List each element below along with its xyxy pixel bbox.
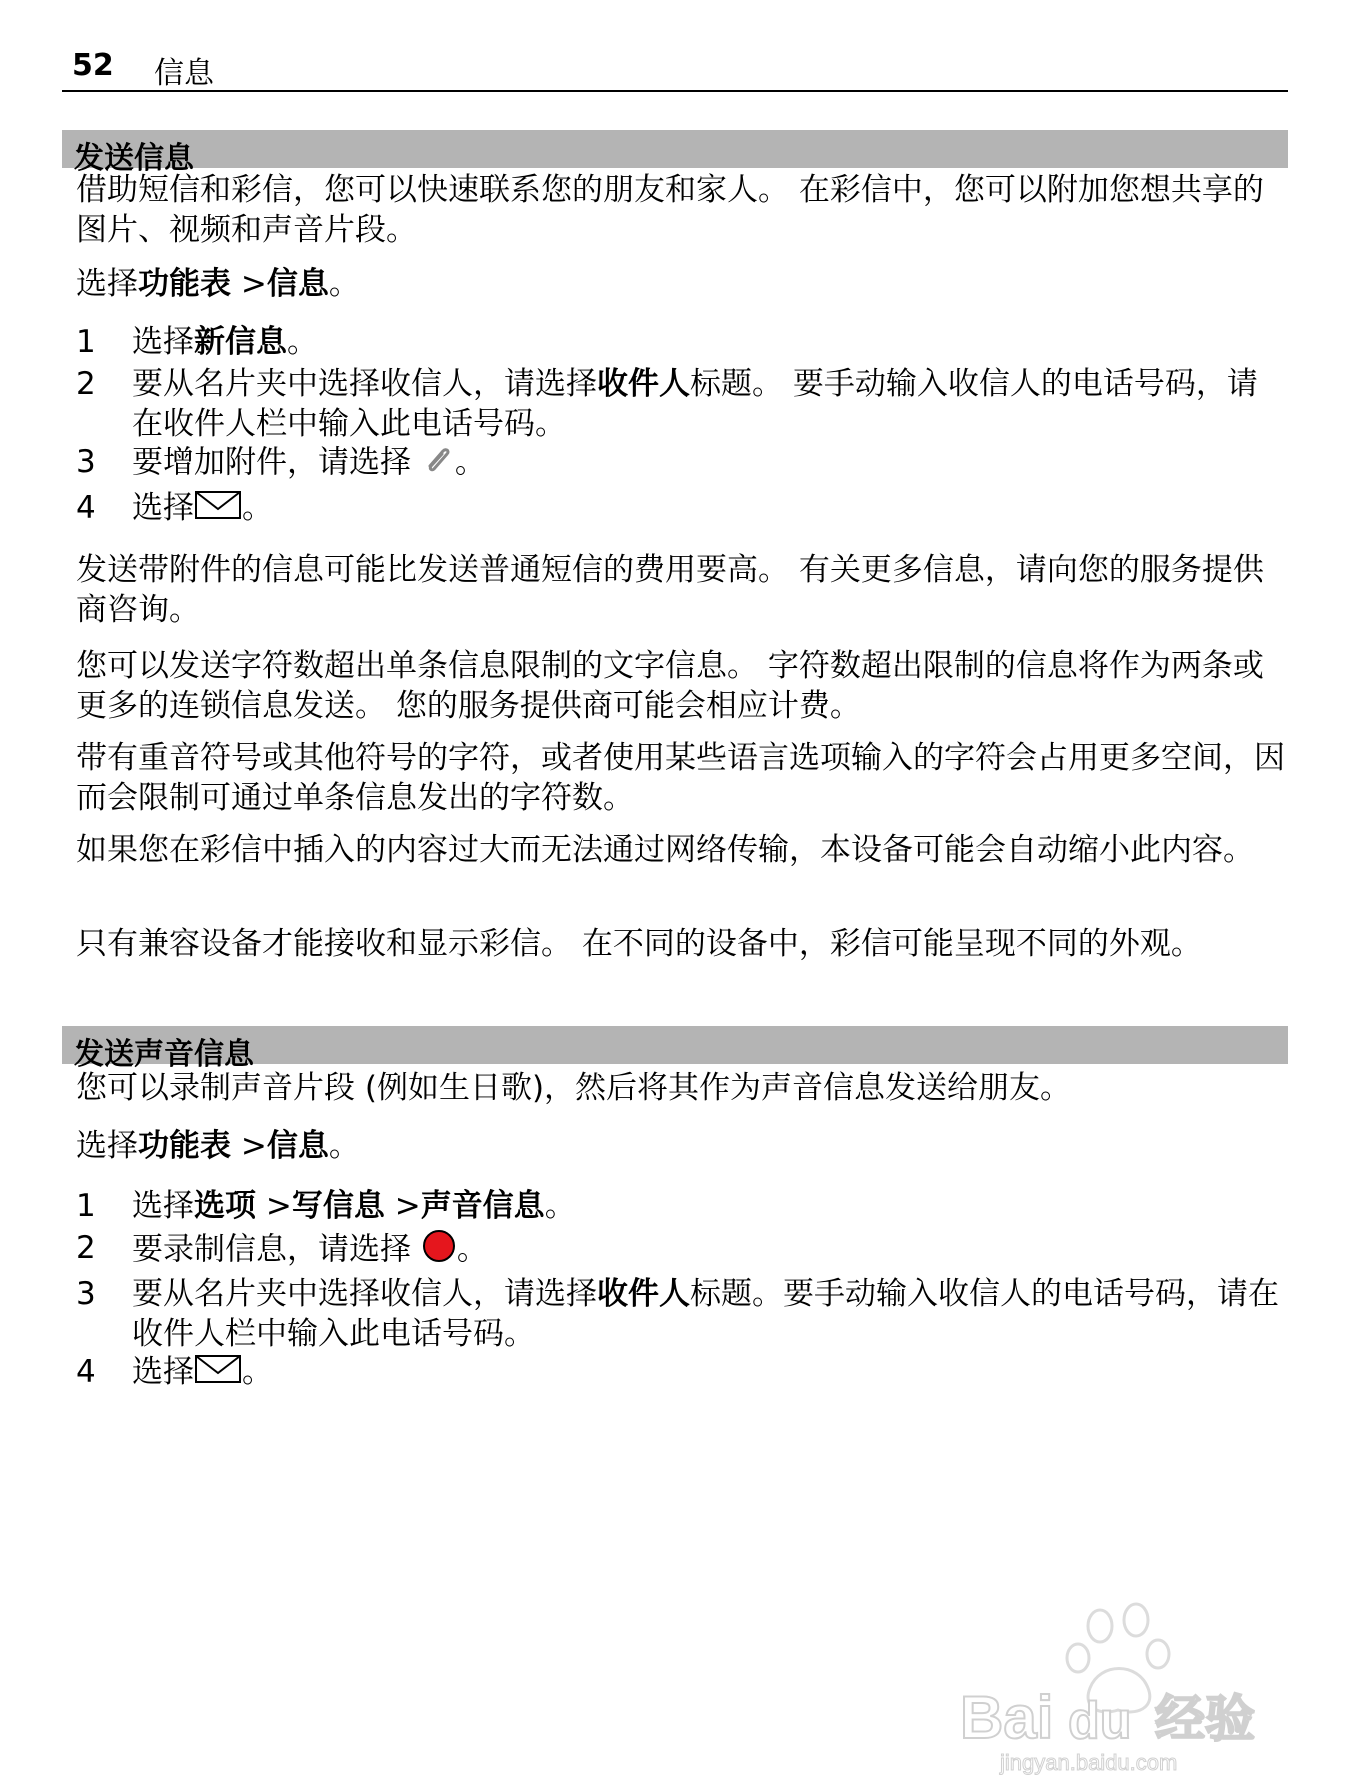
- step-number: 4: [76, 490, 96, 526]
- step-text: 选择新信息。: [132, 324, 318, 360]
- step-text: 要从名片夹中选择收信人，请选择收件人标题。要手动输入收信人的电话号码，请在收件人栏中输入此电话号码。: [132, 1276, 1279, 1352]
- step-item: [76, 364, 1288, 444]
- section-title: 发送声音信息: [74, 1037, 254, 1072]
- body-paragraph: 您可以发送字符数超出单条信息限制的文字信息。 字符数超出限制的信息将作为两条或更多的连锁信息发送。 您的服务提供商可能会相应计费。: [76, 648, 1264, 724]
- step-text: 要增加附件，请选择 。: [132, 442, 1288, 486]
- step-text: 选择 。: [132, 1352, 1288, 1395]
- path-end: 。: [328, 1128, 360, 1164]
- path-menu: 功能表: [138, 266, 231, 302]
- chapter-title: 信息: [154, 56, 214, 91]
- path-separator: >: [231, 266, 267, 302]
- step-number: 1: [76, 1188, 96, 1224]
- step-item: [76, 1274, 1288, 1354]
- svg-text:经验: 经验: [1155, 1691, 1255, 1747]
- path-menu: 功能表: [138, 1128, 231, 1164]
- envelope-icon: [194, 489, 242, 531]
- body-paragraph: 带有重音符号或其他符号的字符，或者使用某些语言选项输入的字符会占用更多空间，因而会限制可通过单条信息发出的字符数。: [76, 740, 1285, 816]
- step-number: 3: [76, 444, 96, 480]
- intro-paragraph: 您可以录制声音片段 (例如生日歌)，然后将其作为声音信息发送给朋友。: [76, 1070, 1072, 1106]
- paperclip-icon: [421, 442, 455, 486]
- step-number: 4: [76, 1354, 96, 1390]
- section-title: 发送信息: [74, 141, 194, 176]
- step-number: 1: [76, 324, 96, 360]
- menu-path: [76, 264, 1288, 304]
- path-text: 选择: [76, 1128, 138, 1164]
- intro-paragraph: 借助短信和彩信，您可以快速联系您的朋友和家人。 在彩信中，您可以附加您想共享的图片、视频和声音片段。: [76, 172, 1264, 248]
- step-number: 2: [76, 366, 96, 402]
- svg-text:du: du: [1068, 1692, 1132, 1750]
- step-text: 选择 。: [132, 488, 1288, 531]
- body-paragraph: 只有兼容设备才能接收和显示彩信。 在不同的设备中，彩信可能呈现不同的外观。: [76, 926, 1202, 962]
- path-end: 。: [328, 266, 360, 302]
- step-number: 3: [76, 1276, 96, 1312]
- section-header-send-message: [62, 130, 1288, 176]
- path-messages: 信息: [266, 266, 329, 302]
- page-header: [62, 44, 1288, 92]
- envelope-icon: [194, 1353, 242, 1395]
- step-text: 选择选项 >写信息 >声音信息。: [132, 1188, 576, 1224]
- svg-text:jingyan.baidu.com: jingyan.baidu.com: [1000, 1750, 1178, 1775]
- record-icon: [421, 1228, 457, 1274]
- section-header-send-audio-message: [62, 1026, 1288, 1072]
- body-paragraph: 如果您在彩信中插入的内容过大而无法通过网络传输，本设备可能会自动缩小此内容。: [76, 832, 1254, 868]
- step-text: 要录制信息，请选择 。: [132, 1228, 1288, 1274]
- step-text: 要从名片夹中选择收信人，请选择收件人标题。 要手动输入收信人的电话号码，请在收件人栏中输入此电话号码。: [132, 366, 1258, 442]
- svg-text:Bai: Bai: [960, 1684, 1054, 1751]
- path-messages: 信息: [266, 1128, 329, 1164]
- menu-path: [76, 1126, 1288, 1166]
- page-number: 52: [72, 48, 114, 83]
- path-text: 选择: [76, 266, 138, 302]
- baidu-jingyan-watermark: [960, 1588, 1290, 1778]
- step-number: 2: [76, 1230, 96, 1266]
- path-separator: >: [231, 1128, 267, 1164]
- body-paragraph: 发送带附件的信息可能比发送普通短信的费用要高。 有关更多信息，请向您的服务提供商咨询。: [76, 552, 1264, 628]
